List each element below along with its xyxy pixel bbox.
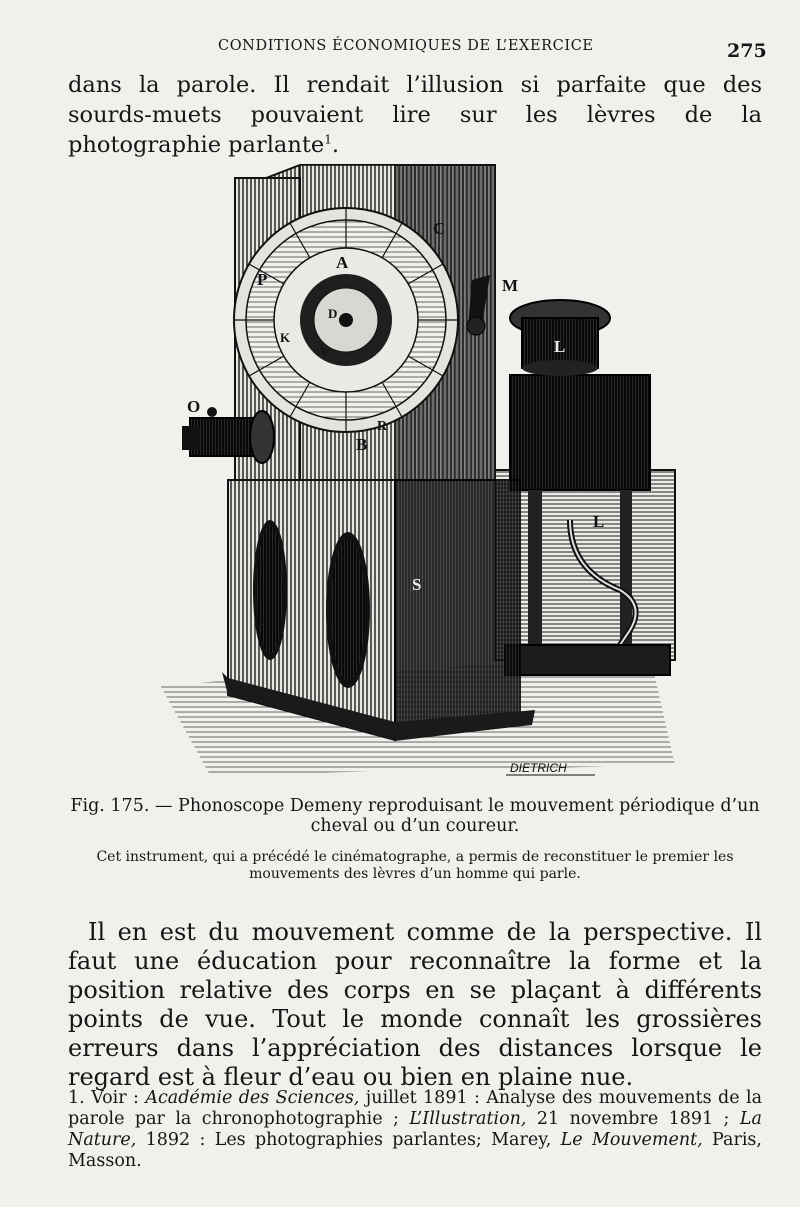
figure-letter-v: V xyxy=(320,344,330,359)
engraver-signature: DIETRICH xyxy=(510,761,567,775)
running-head xyxy=(0,34,800,64)
figure-letter-l-lamp: L xyxy=(554,337,566,356)
figure-letter-d: D xyxy=(328,306,338,321)
figure-letter-b: B xyxy=(356,435,368,454)
figure-letter-p: P xyxy=(257,270,268,289)
footnote-source-illustration: L’Illustration, xyxy=(409,1109,527,1129)
figure-letter-c: C xyxy=(433,219,446,238)
phonoscope-illustration xyxy=(150,150,690,790)
figure-letter-a: A xyxy=(336,253,349,272)
page-number: 275 xyxy=(727,40,767,62)
footnote-source-nature: La Nature, xyxy=(68,1109,762,1150)
figure-label: Fig. 175. — xyxy=(70,796,173,816)
figure-caption-title xyxy=(68,796,762,836)
footnote-text-4: Paris, Masson. xyxy=(68,1130,762,1171)
top-paragraph xyxy=(68,70,762,160)
figure-letter-s: S xyxy=(412,575,422,594)
footnote-reference: 1 xyxy=(324,132,332,147)
figure-title: Phonoscope Demeny reproduisant le mouvement périodique d’un cheval ou d’un coureur. xyxy=(178,796,760,836)
top-paragraph-text: dans la parole. Il rendait l’illusion si parfaite que des sourds-muets pouvaient lire sur les lèvres de la photographie parlante xyxy=(68,72,762,158)
figure-letter-m: M xyxy=(502,276,519,295)
figure-caption-description: Cet instrument, qui a précédé le cinématographe, a permis de reconstituer le premier les mouvements des lèvres d’un homme qui parle. xyxy=(96,849,734,882)
footnote-source-mouvement: Le Mouvement, xyxy=(560,1130,703,1150)
footnote-voir: Voir : xyxy=(91,1088,139,1108)
main-paragraph: Il en est du mouvement comme de la perspective. Il faut une éducation pour reconnaître la forme et la position relative des corps en se plaçant à différents points de vue. Tout le monde connaît les grossières erreurs dans l’appréciation des distances lorsque le regard est à fleur d’eau ou bien en plaine nue. xyxy=(68,918,762,1091)
figure-letter-l-pipe: L xyxy=(593,512,605,531)
figure-letter-r: R xyxy=(377,419,388,434)
footnote-text-3: 1892 : Les photographies parlantes; Marey, xyxy=(145,1130,552,1150)
figure-letter-o: O xyxy=(187,397,201,416)
figure-letter-k: K xyxy=(280,330,291,345)
running-title: CONDITIONS ÉCONOMIQUES DE L’EXERCICE xyxy=(218,38,594,54)
footnote-text-1: juillet 1891 : Analyse des mouvements de la parole par la chronophotographie ; xyxy=(68,1088,763,1129)
footnote-number: 1. xyxy=(68,1088,85,1108)
footnote xyxy=(68,1088,762,1172)
top-paragraph-end: . xyxy=(331,132,339,158)
footnote-text-2: 21 novembre 1891 ; xyxy=(536,1109,730,1129)
footnote-source-academie: Académie des Sciences, xyxy=(145,1088,360,1108)
